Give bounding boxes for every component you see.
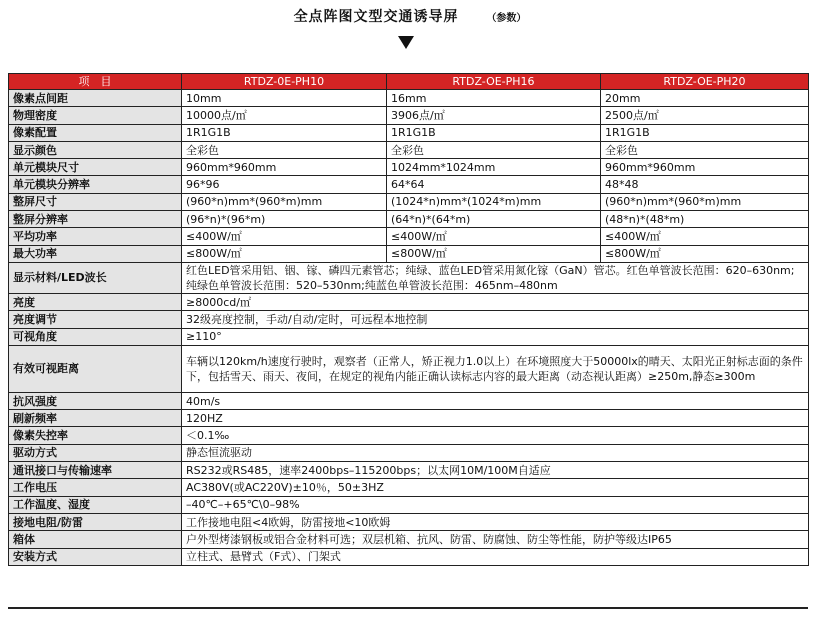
table-row: [9, 245, 809, 262]
row-value: (48*n)*(48*m): [601, 211, 809, 228]
row-label: 物理密度: [9, 107, 182, 124]
table-row: [9, 345, 809, 392]
row-value: 全彩色: [182, 141, 387, 158]
row-value: 10mm: [182, 90, 387, 107]
bottom-divider: [8, 607, 808, 609]
table-row: [9, 462, 809, 479]
row-label: 刷新频率: [9, 410, 182, 427]
row-label: 有效可视距离: [9, 345, 182, 392]
page-title: [0, 6, 820, 26]
row-label: 箱体: [9, 531, 182, 548]
row-label: 像素失控率: [9, 427, 182, 444]
row-label: 单元模块尺寸: [9, 159, 182, 176]
row-value: ≤400W/㎡: [387, 228, 601, 245]
row-value: 车辆以120km/h速度行驶时，观察者（正常人，矫正视力1.0以上）在环境照度大于50000lx的晴天、太阳光正射标志面的条件下，包括雪天、雨天、夜间，在规定的视角内能正确认读标志内容的最大距离（动态视认距离）≥250m,静态≥300m: [182, 345, 809, 392]
table-row: [9, 328, 809, 345]
header-model-ph20: RTDZ-OE-PH20: [601, 74, 809, 90]
table-row: [9, 193, 809, 210]
row-label: 通讯接口与传输速率: [9, 462, 182, 479]
row-value: (960*n)mm*(960*m)mm: [182, 193, 387, 210]
row-value: 32级亮度控制，手动/自动/定时，可远程本地控制: [182, 311, 809, 328]
row-value: 48*48: [601, 176, 809, 193]
row-label: 像素点间距: [9, 90, 182, 107]
table-row: [9, 479, 809, 496]
row-value: 96*96: [182, 176, 387, 193]
table-row: [9, 228, 809, 245]
row-value: 静态恒流驱动: [182, 444, 809, 461]
row-value: 20mm: [601, 90, 809, 107]
row-label: 整屏分辨率: [9, 211, 182, 228]
row-label: 整屏尺寸: [9, 193, 182, 210]
row-value: 红色LED管采用铝、铟、镓、磷四元素管芯；纯绿、蓝色LED管采用氮化镓（GaN）管芯。红色单管波长范围：620–630nm;纯绿色单管波长范围：520–530nm;纯蓝色单管波长范围：465nm–480nm: [182, 262, 809, 293]
table-row: [9, 141, 809, 158]
title-subtitle: （参数）: [486, 13, 527, 24]
row-value: AC380V(或AC220V)±10％，50±3HZ: [182, 479, 809, 496]
row-value: (64*n)*(64*m): [387, 211, 601, 228]
table-row: [9, 311, 809, 328]
row-value: ≤400W/㎡: [601, 228, 809, 245]
table-row: [9, 211, 809, 228]
row-value: 工作接地电阻<4欧姆，防雷接地<10欧姆: [182, 513, 809, 530]
table-header-row: [9, 74, 809, 90]
table-row: [9, 513, 809, 530]
down-triangle-icon: [398, 36, 414, 49]
row-label: 安装方式: [9, 548, 182, 565]
table-row: [9, 262, 809, 293]
table-row: [9, 427, 809, 444]
row-value: –40℃–+65℃\0–98%: [182, 496, 809, 513]
header-model-ph10: RTDZ-0E-PH10: [182, 74, 387, 90]
row-label: 亮度: [9, 293, 182, 310]
row-label: 驱动方式: [9, 444, 182, 461]
row-value: ＜0.1‰: [182, 427, 809, 444]
table-row: [9, 107, 809, 124]
row-value: 16mm: [387, 90, 601, 107]
row-value: (960*n)mm*(960*m)mm: [601, 193, 809, 210]
row-value: 10000点/㎡: [182, 107, 387, 124]
row-value: ≤400W/㎡: [182, 228, 387, 245]
table-row: [9, 392, 809, 409]
row-label: 平均功率: [9, 228, 182, 245]
table-row: [9, 548, 809, 565]
table-row: [9, 176, 809, 193]
header-item: 项 目: [9, 74, 182, 90]
row-value: 120HZ: [182, 410, 809, 427]
table-row: [9, 410, 809, 427]
row-value: ≥8000cd/㎡: [182, 293, 809, 310]
title-text: 全点阵图文型交通诱导屏: [293, 9, 459, 25]
row-value: 1R1G1B: [601, 124, 809, 141]
row-value: 立柱式、悬臂式（F式）、门架式: [182, 548, 809, 565]
row-value: ≤800W/㎡: [601, 245, 809, 262]
table-row: [9, 90, 809, 107]
row-label: 亮度调节: [9, 311, 182, 328]
row-value: ≥110°: [182, 328, 809, 345]
row-value: 960mm*960mm: [182, 159, 387, 176]
row-value: 1R1G1B: [182, 124, 387, 141]
table-row: [9, 444, 809, 461]
table-row: [9, 124, 809, 141]
row-label: 显示颜色: [9, 141, 182, 158]
row-value: 全彩色: [387, 141, 601, 158]
row-value: 64*64: [387, 176, 601, 193]
row-label: 单元模块分辨率: [9, 176, 182, 193]
row-value: ≤800W/㎡: [387, 245, 601, 262]
table-row: [9, 293, 809, 310]
table-row: [9, 159, 809, 176]
row-label: 工作电压: [9, 479, 182, 496]
row-value: RS232或RS485，速率2400bps–115200bps；以太网10M/100M自适应: [182, 462, 809, 479]
table-row: [9, 531, 809, 548]
spec-table: [8, 73, 809, 566]
row-value: (1024*n)mm*(1024*m)mm: [387, 193, 601, 210]
row-label: 可视角度: [9, 328, 182, 345]
row-label: 工作温度、湿度: [9, 496, 182, 513]
row-value: 1024mm*1024mm: [387, 159, 601, 176]
row-label: 显示材料/LED波长: [9, 262, 182, 293]
row-label: 接地电阻/防雷: [9, 513, 182, 530]
row-value: ≤800W/㎡: [182, 245, 387, 262]
row-value: (96*n)*(96*m): [182, 211, 387, 228]
row-value: 960mm*960mm: [601, 159, 809, 176]
row-value: 40m/s: [182, 392, 809, 409]
row-value: 户外型烤漆钢板或铝合金材料可选；双层机箱、抗风、防雷、防腐蚀、防尘等性能，防护等级达IP65: [182, 531, 809, 548]
table-row: [9, 496, 809, 513]
row-label: 最大功率: [9, 245, 182, 262]
row-value: 1R1G1B: [387, 124, 601, 141]
row-value: 全彩色: [601, 141, 809, 158]
header-model-ph16: RTDZ-OE-PH16: [387, 74, 601, 90]
row-value: 2500点/㎡: [601, 107, 809, 124]
table-body: [9, 90, 809, 566]
row-label: 像素配置: [9, 124, 182, 141]
row-value: 3906点/㎡: [387, 107, 601, 124]
row-label: 抗风强度: [9, 392, 182, 409]
